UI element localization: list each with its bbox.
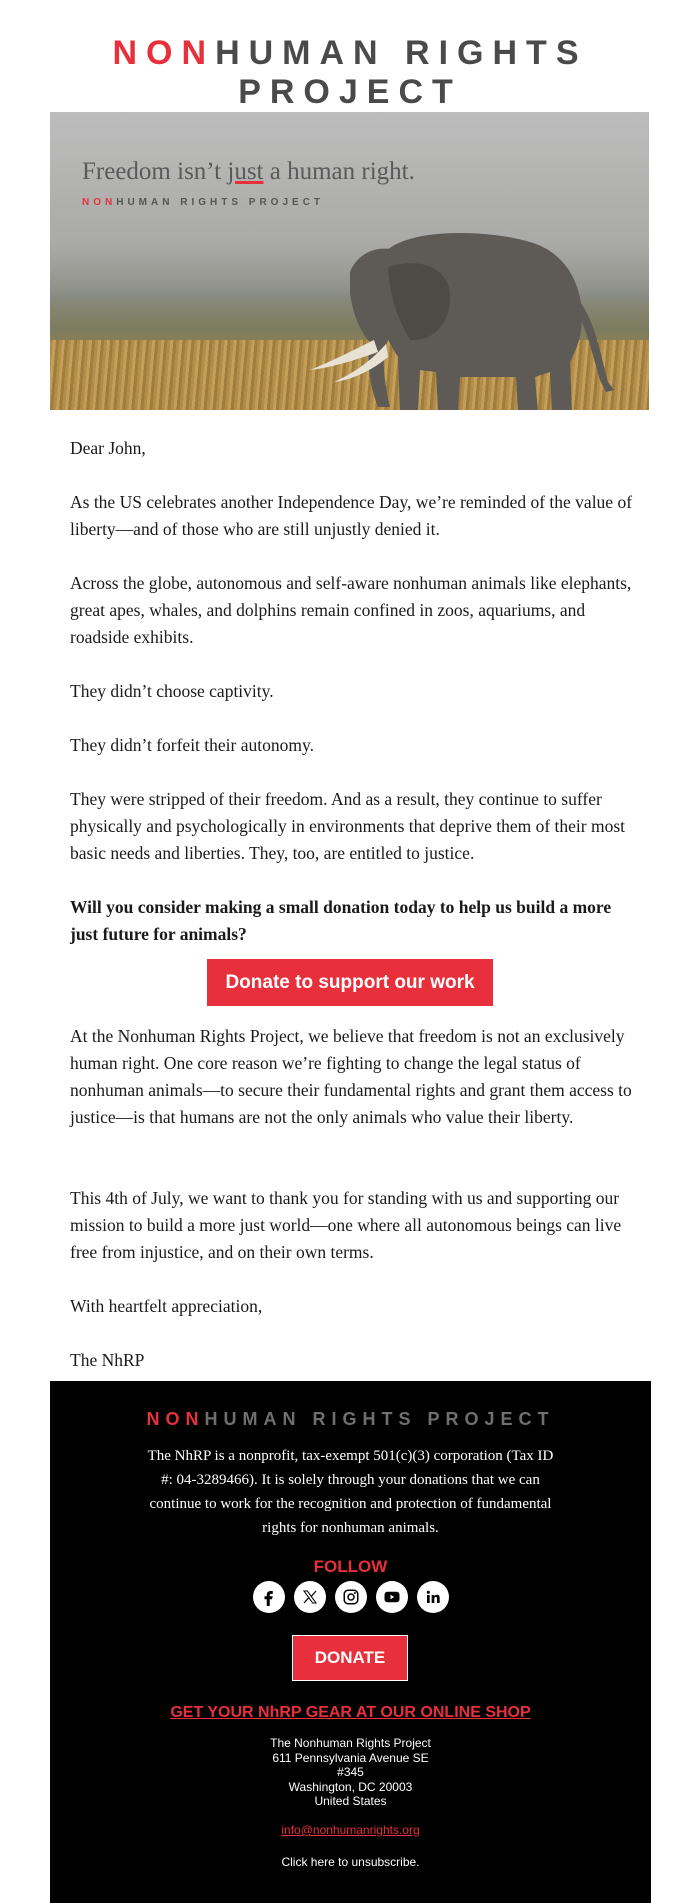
linkedin-icon[interactable] xyxy=(417,1581,449,1613)
youtube-icon[interactable] xyxy=(376,1581,408,1613)
unsubscribe-link[interactable]: Click here to unsubscribe. xyxy=(281,1855,420,1869)
x-icon[interactable] xyxy=(294,1581,326,1613)
paragraph: Across the globe, autonomous and self-aware nonhuman animals like elephants, great apes, whales, and dolphins remain confined in zoos, aquariums, and roadside exhibits. xyxy=(70,573,632,647)
paragraph: At the Nonhuman Rights Project, we believe that freedom is not an exclusively human right. One core reason we’re fighting to change the legal status of nonhuman animals—to secure their fundamental rights and grant them access to justice—is that humans are not the only animals who value their liberty. xyxy=(70,1026,632,1127)
closing: With heartfelt appreciation, xyxy=(70,1296,263,1316)
hero-headline-part: a human right. xyxy=(263,158,415,185)
paragraph: They were stripped of their freedom. And as a result, they continue to suffer physically and psychologically in environments that deprive them of their most basic needs and liberties. They, too, are entitled to justice. xyxy=(70,789,626,863)
donation-ask: Will you consider making a small donation today to help us build a more just future for animals? xyxy=(70,897,612,944)
paragraph: They didn’t choose captivity. xyxy=(70,681,274,701)
hero-logo xyxy=(82,197,324,208)
address-line: Washington, DC 20003 xyxy=(288,1779,413,1794)
facebook-icon[interactable] xyxy=(253,1581,285,1613)
footer-logo[interactable] xyxy=(50,1409,651,1430)
address-line: United States xyxy=(314,1794,387,1808)
hero-logo-gray: HUMAN RIGHTS PROJECT xyxy=(116,197,325,208)
follow-label: FOLLOW xyxy=(313,1557,388,1576)
online-shop-link[interactable]: GET YOUR NhRP GEAR AT OUR ONLINE SHOP xyxy=(170,1704,531,1721)
logo-red-text: NON xyxy=(112,34,216,72)
greeting: Dear John, xyxy=(70,438,146,458)
hero-logo-red: NON xyxy=(82,197,117,208)
elephant-icon xyxy=(290,212,630,410)
signature: The NhRP xyxy=(70,1350,145,1370)
footer xyxy=(50,1381,651,1903)
instagram-icon[interactable] xyxy=(335,1581,367,1613)
hero-image[interactable] xyxy=(50,112,649,410)
mailing-address xyxy=(50,1736,651,1809)
email-link[interactable]: info@nonhumanrights.org xyxy=(281,1823,420,1837)
hero-headline-part: Freedom isn’t xyxy=(82,158,228,185)
footer-logo-red: NON xyxy=(146,1409,205,1429)
footer-logo-gray: HUMAN RIGHTS PROJECT xyxy=(204,1409,555,1429)
header-logo[interactable] xyxy=(0,34,700,112)
paragraph: This 4th of July, we want to thank you for standing with us and supporting our mission to build a more just world—one where all autonomous beings can live free from injustice, and on their own terms. xyxy=(70,1188,622,1262)
address-line: The Nonhuman Rights Project xyxy=(270,1736,431,1750)
hero-headline xyxy=(82,158,415,186)
footer-description: The NhRP is a nonprofit, tax-exempt 501(c)(3) corporation (Tax ID #: 04-3289466). It is solely through your donations that we can continue to work for the recognition and protection of fundamental rights for nonhuman animals. xyxy=(147,1448,554,1536)
paragraph: They didn’t forfeit their autonomy. xyxy=(70,735,314,755)
donate-support-button[interactable]: Donate to support our work xyxy=(207,959,493,1006)
address-line: #345 xyxy=(337,1765,364,1779)
hero-headline-emphasis: just xyxy=(227,158,264,185)
donate-button[interactable]: DONATE xyxy=(292,1635,408,1681)
logo-gray-text: HUMAN RIGHTS PROJECT xyxy=(215,34,588,111)
social-links xyxy=(50,1581,651,1613)
address-line: 611 Pennsylvania Avenue SE xyxy=(272,1750,429,1765)
paragraph: As the US celebrates another Independence Day, we’re reminded of the value of liberty—and of those who are still unjustly denied it. xyxy=(70,492,633,539)
